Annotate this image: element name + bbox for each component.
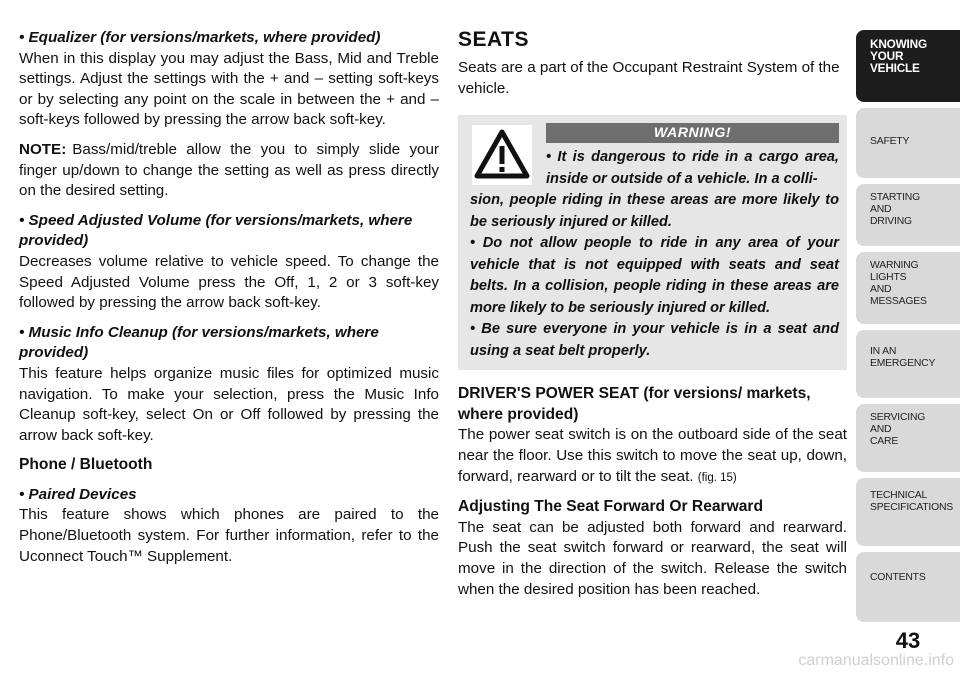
section-title: SEATS (458, 28, 529, 51)
tab-label: SAFETY (870, 136, 910, 147)
tab-label: TECHNICAL (870, 490, 928, 501)
figure-reference: (fig. 15) (697, 471, 737, 484)
tab-starting-and-driving[interactable] (856, 184, 960, 246)
phone-bluetooth-heading: Phone / Bluetooth (19, 456, 153, 474)
tab-label: CONTENTS (870, 572, 926, 583)
tab-label: EMERGENCY (870, 358, 936, 369)
paired-devices-heading: • Paired Devices (19, 485, 137, 503)
power-seat-text: The power seat switch is on the outboard side of the seat near the floor. Use this switch to move the seat up, down, forward, rearward or to tilt the seat. (458, 426, 847, 485)
power-seat-heading: DRIVER'S POWER SEAT (for versions/ markets, where provided) (458, 385, 811, 423)
warning-bullet-1-start: • It is dangerous to ride in a cargo area, inside or outside of a vehicle. In a colli- (546, 149, 839, 187)
tab-label: IN AN (870, 346, 897, 357)
tab-warning-lights-and-messages[interactable] (856, 252, 960, 324)
speed-volume-heading: • Speed Adjusted Volume (for versions/markets, where provided) (19, 211, 413, 250)
tab-label: YOUR (870, 49, 904, 63)
tab-label: AND (870, 204, 892, 215)
warning-box (458, 115, 847, 370)
equalizer-heading: • Equalizer (for versions/markets, where provided) (19, 29, 381, 46)
tab-label: VEHICLE (870, 61, 920, 75)
power-seat-body (458, 425, 847, 488)
music-cleanup-body: This feature helps organize music files for optimized music navigation. To make your selection, press the Music Info Cleanup soft-key, select On or Off followed by pressing the arrow back soft-key. (19, 364, 439, 444)
paired-devices-body: This feature shows which phones are paired to the Phone/Bluetooth system. For further information, refer to the Uconnect Touch™ Supplement. (19, 506, 439, 565)
page-number: 43 (895, 628, 921, 653)
watermark-footer: carmanualsonline.info (798, 652, 954, 669)
warning-bullet-2: • Do not allow people to ride in any area of your vehicle that is not equipped with seats and seat belts. In a collision, people riding in these areas are more likely to be seriously injured or killed. (470, 235, 839, 316)
warning-bullet-1-rest: sion, people riding in these areas are more likely to be seriously injured or killed. (470, 192, 839, 230)
tab-safety[interactable] (856, 108, 960, 178)
tab-knowing-your-vehicle[interactable] (856, 30, 960, 102)
tab-label: AND (870, 284, 892, 295)
tab-label: SPECIFICATIONS (870, 502, 954, 513)
music-cleanup-heading: • Music Info Cleanup (for versions/markets, where provided) (19, 323, 379, 362)
tab-label: STARTING (870, 192, 920, 203)
tab-label: LIGHTS (870, 272, 907, 283)
warning-title: WARNING! (546, 123, 839, 143)
tab-label: MESSAGES (870, 296, 927, 307)
tab-contents[interactable] (856, 552, 960, 622)
equalizer-body: When in this display you may adjust the Bass, Mid and Treble settings. Adjust the settings with the + and – setting soft-keys or by selecting any point on the scale in between the + and – soft-keys followed by pressing the arrow back soft-key. (19, 49, 439, 129)
tab-label: WARNING (870, 260, 919, 271)
tab-servicing-and-care[interactable] (856, 404, 960, 472)
tab-technical-specifications[interactable] (856, 478, 960, 546)
tab-label: SERVICING (870, 412, 926, 423)
adjust-seat-heading: Adjusting The Seat Forward Or Rearward (458, 498, 763, 516)
note-body: Bass/mid/treble allow the you to simply slide your finger up/down to change the setting as well as press directly on the desired setting. (19, 140, 439, 200)
adjust-seat-body: The seat can be adjusted both forward and rearward. Push the seat switch forward or rearward, the seat will move in the direction of the switch. Release the switch when the desired position has been reached. (458, 518, 847, 598)
right-column (458, 28, 847, 609)
speed-volume-body: Decreases volume relative to vehicle speed. To change the Speed Adjusted Volume press the Off, 1, 2 or 3 soft-key followed by pressing the arrow back soft-key. (19, 252, 439, 312)
warning-bullet-3: • Be sure everyone in your vehicle is in a seat and using a seat belt properly. (470, 321, 839, 359)
tab-in-an-emergency[interactable] (856, 330, 960, 398)
left-column (19, 28, 439, 576)
tab-label: DRIVING (870, 216, 912, 227)
tab-label: CARE (870, 436, 899, 447)
seats-intro: Seats are a part of the Occupant Restraint System of the vehicle. (458, 59, 840, 97)
tab-label: KNOWING (870, 37, 927, 51)
note-paragraph (19, 140, 439, 202)
note-label: NOTE: (19, 140, 67, 158)
tab-label: AND (870, 424, 892, 435)
warning-triangle-icon (472, 125, 532, 185)
